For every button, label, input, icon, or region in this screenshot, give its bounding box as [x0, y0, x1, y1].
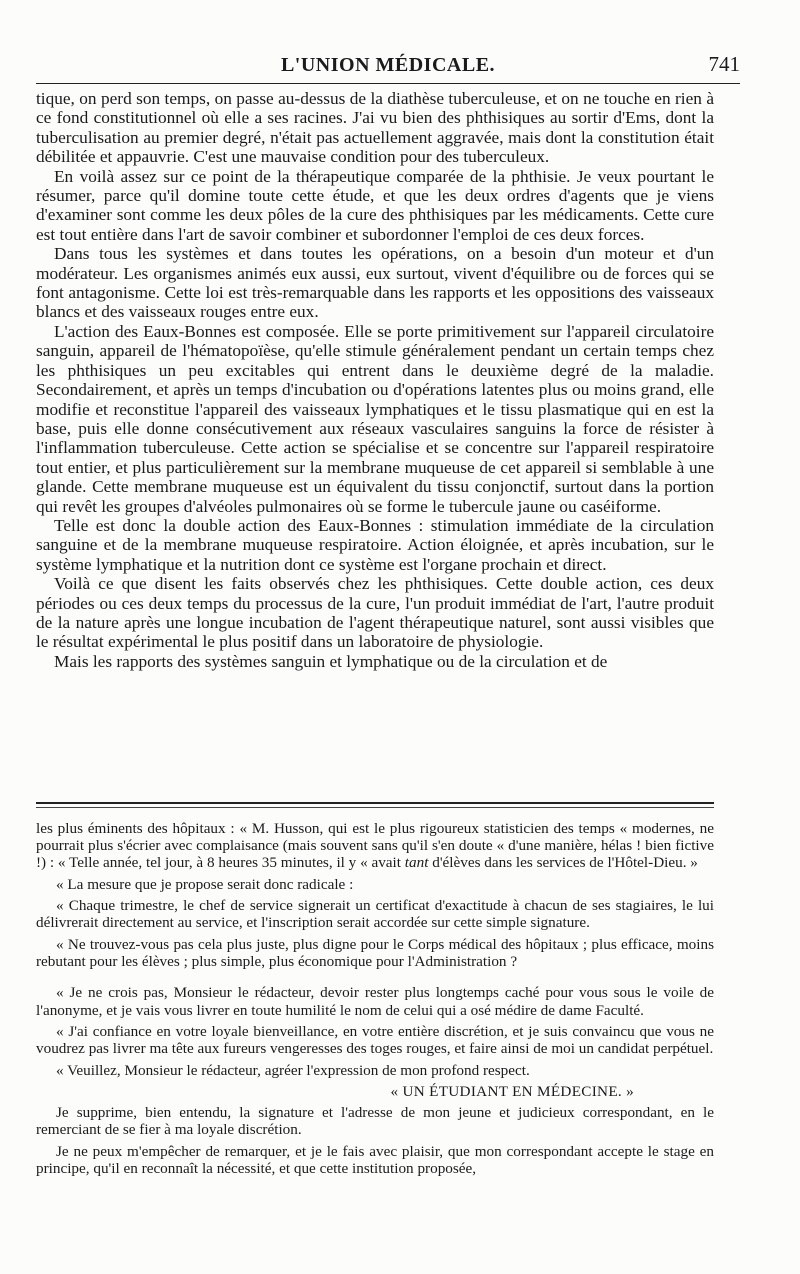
- journal-title: L'UNION MÉDICALE.: [280, 54, 496, 76]
- paragraph: tique, on perd son temps, on passe au-dessus de la diathèse tuberculeuse, et on ne touche en rien à ce fond constitutionnel où elle a ses racines. J'ai vu bien des phthisiques au sortir d'Ems, dont la tuberculisation au premier degré, n'était pas actuellement aggravée, mais dont la constitution était débilitée et appauvrie. C'est une mauvaise condition pour des tuberculeux.: [36, 89, 714, 167]
- header-rule: [36, 83, 740, 84]
- footnote-paragraph: « Veuillez, Monsieur le rédacteur, agréer l'expression de mon profond respect.: [56, 1061, 530, 1079]
- spacer: [36, 974, 714, 984]
- paragraph: Voilà ce que disent les faits observés chez les phthisiques. Cette double action, ces deux périodes ou ces deux temps du processus de la cure, l'un produit immédiat de l'art, l'autre produit de la nature après une longue incubation de l'agent thérapeutique naturel, sont aussi visibles que le résultat expérimental le plus positif dans un laboratoire de physiologie.: [36, 574, 714, 652]
- footnote-separator-thin: [36, 807, 714, 808]
- footnote-paragraph: « La mesure que je propose serait donc radicale :: [56, 875, 354, 893]
- footnote-text: les plus éminents des hôpitaux : « M. Husson, qui est le plus rigoureux statisticien des temps « modernes, ne pourrait plus s'écrier avec complaisance (mais souvent sans qu'il s'en doute « d'une manière, hélas ! bien fictive !) : « Telle année, tel jour, à 8 heures 35 minutes, il y « avait: [36, 820, 714, 872]
- footnote-paragraph: « J'ai confiance en votre loyale bienveillance, en votre entière discrétion, et je suis convaincu que vous ne voudrez pas livrer ma tête aux fureurs vengeresses des toges rouges, et faire ainsi de moi un candidat perpétuel.: [36, 1022, 714, 1058]
- running-header: [36, 46, 740, 82]
- paragraph: Dans tous les systèmes et dans toutes les opérations, on a besoin d'un moteur et d'un modérateur. Les organismes animés eux aussi, eux surtout, vivent d'équilibre ou de forces qui se font antagonisme. Cette loi est très-remarquable dans les rapports et les oppositions des vaisseaux blancs et des vaisseaux rouges entre eux.: [36, 244, 714, 322]
- footnote-paragraph: Je supprime, bien entendu, la signature et l'adresse de mon jeune et judicieux correspondant, en le remerciant de se fier à ma loyale discrétion.: [36, 1104, 714, 1139]
- paragraph: Telle est donc la double action des Eaux-Bonnes : stimulation immédiate de la circulation sanguine et de la membrane muqueuse respiratoire. Action éloignée, et après incubation, sur le système lymphatique et la nutrition dont ce système est l'organe prochain et direct.: [36, 515, 714, 574]
- footnote-separator: [36, 802, 714, 804]
- footnote-paragraph: [36, 820, 714, 872]
- footnotes: [36, 820, 714, 1181]
- footnote-paragraph: « Je ne crois pas, Monsieur le rédacteur, devoir rester plus longtemps caché pour vous sous le voile de l'anonyme, et je vais vous livrer en toute humilité le nom de celui qui a osé médire de dame Faculté.: [36, 984, 714, 1019]
- main-text: [36, 89, 714, 671]
- footnote-paragraph: Je ne peux m'empêcher de remarquer, et je le fais avec plaisir, que mon correspondant accepte le stage en principe, qu'il en reconnaît la nécessité, et que cette institution proposée,: [36, 1142, 714, 1177]
- paragraph: Mais les rapports des systèmes sanguin et lymphatique ou de la circulation et de: [54, 651, 608, 671]
- footnote-emphasis: tant: [404, 854, 429, 872]
- paragraph: En voilà assez sur ce point de la thérapeutique comparée de la phthisie. Je veux pourtant le résumer, parce qu'il domine toute cette étude, et que les deux ordres d'agents que je viens d'examiner sont comme les deux pôles de la cure des phthisiques par les médicaments. Cette cure est tout entière dans l'art de savoir combiner et subordonner l'emploi de ces deux forces.: [36, 166, 714, 244]
- footnote-text: d'élèves dans les services de l'Hôtel-Dieu. »: [428, 854, 698, 872]
- footnote-paragraph: « Ne trouvez-vous pas cela plus juste, plus digne pour le Corps médical des hôpitaux ; plus efficace, moins rebutant pour les élèves ; plus simple, plus économique pour l'Administration ?: [36, 935, 714, 970]
- footnote-paragraph: « Chaque trimestre, le chef de service signerait un certificat d'exactitude à chacun de ses stagiaires, le lui délivrerait directement au service, et l'inscription serait accordée sur cette simple signature.: [36, 897, 714, 932]
- page-number: 741: [708, 52, 740, 76]
- paragraph: L'action des Eaux-Bonnes est composée. Elle se porte primitivement sur l'appareil circulatoire sanguin, appareil de l'hématopoïèse, qu'elle stimule généralement pendant un certain temps chez les phthisiques un peu excitables qui entrent dans le deuxième degré de la maladie. Secondairement, et après un temps d'incubation ou d'opérations latentes plus ou moins grand, elle modifie et reconstitue l'appareil des vaisseaux lymphatiques et le tissu plasmatique qui en est la base, puis elle donne consécutivement aux réseaux vasculaires sanguins la force de résister à l'inflammation tuberculeuse. Cette action se spécialise et se concentre sur l'appareil respiratoire tout entier, et plus particulièrement sur la membrane muqueuse de cet appareil si semblable à une glande. Cette membrane muqueuse est un équivalent du tissu conjonctif, surtout dans la portion qui revêt les groupes d'alvéoles pulmonaires où se forme le tubercule jaune ou caséiforme.: [36, 321, 714, 516]
- letter-signature: « UN ÉTUDIANT EN MÉDECINE. »: [390, 1082, 634, 1100]
